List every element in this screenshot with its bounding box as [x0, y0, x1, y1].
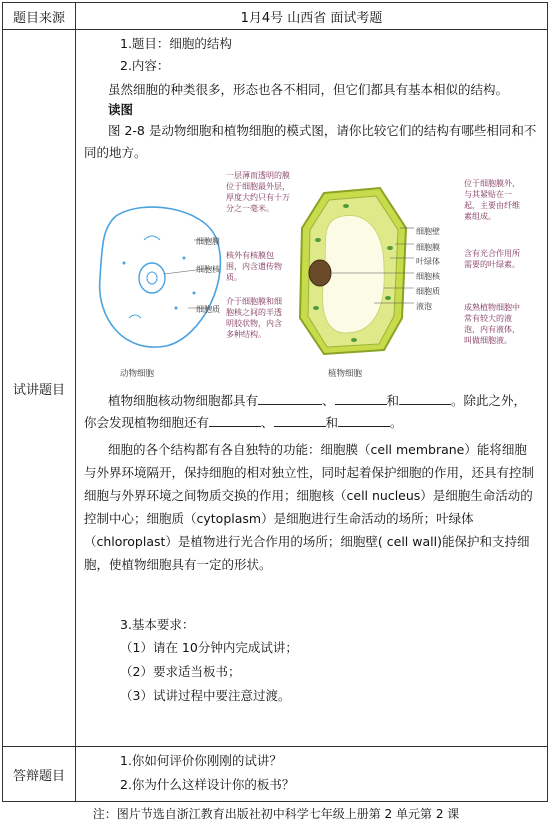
figure-intro-paragraph: 图 2-8 是动物细胞和植物细胞的模式图，请你比较它们的结构有哪些相同和不同的地方。 [84, 123, 537, 160]
fill-blank-line-2 [84, 412, 539, 434]
source-value: 1月4号 山西省 面试考题 [76, 3, 548, 30]
fill-blank-line-1 [84, 390, 539, 412]
defense-row [3, 747, 548, 802]
label-plant-chloroplast: 叶绿体 [416, 257, 440, 266]
requirements-title: 3.基本要求： [120, 617, 195, 632]
blank-2 [335, 390, 387, 405]
requirement-3: （3）试讲过程中要注意过渡。 [120, 688, 291, 703]
content-label: 2.内容： [120, 58, 170, 73]
note-chloroplast: 含有光合作用所需要的叶绿素。 [464, 249, 520, 269]
label-animal-cytoplasm: 细胞质 [196, 305, 220, 314]
requirement-1: （1）请在 10分钟内完成试讲； [120, 640, 298, 655]
blank-5 [274, 412, 326, 427]
defense-content [76, 747, 548, 802]
label-plant-membrane: 细胞膜 [416, 243, 440, 252]
fill-and-1: 和 [386, 393, 400, 408]
topic-line: 1.题目：细胞的结构 [120, 36, 232, 51]
label-plant-nucleus: 细胞核 [416, 272, 440, 281]
fill-sep-2: 、 [261, 415, 274, 430]
intro-paragraph: 虽然细胞的种类很多，形态也各不相同，但它们都具有基本相似的结构。 [108, 82, 509, 97]
exam-table [2, 2, 548, 802]
blank-1 [258, 390, 322, 405]
defense-question-1: 1.你如何评价你刚刚的试讲？ [120, 753, 282, 768]
blank-4 [209, 412, 261, 427]
blank-3 [399, 390, 451, 405]
label-animal-membrane: 细胞膜 [196, 237, 220, 246]
note-membrane: 一层薄而透明的膜位于细胞最外层，厚度大约只有十万分之一毫米。 [226, 171, 290, 213]
fill-and-2: 和 [325, 415, 339, 430]
note-wall: 位于细胞膜外，与其紧贴在一起，主要由纤维素组成。 [464, 179, 520, 221]
label-animal-nucleus: 细胞核 [196, 265, 220, 274]
requirement-2: （2）要求适当板书； [120, 664, 241, 679]
fill-sep-1: 、 [322, 393, 335, 408]
trial-row [3, 30, 548, 747]
fill-end-2: 。 [390, 415, 403, 430]
footnote: 注：图片节选自浙江教育出版社初中科学七年级上册第 2 单元第 2 课 [92, 807, 460, 821]
function-paragraph: 细胞的各个结构都有各自独特的功能：细胞膜（cell membrane）能将细胞与外界环境隔开，保持细胞的相对独立性，同时起着保护细胞的作用，还具有控制细胞与外界环境之间物质交换的作用；细胞核（cell nucleus）是细胞生命活动的控制中心；细胞质（cytoplasm）是细胞进行生命活动的场所；叶绿体（chloroplast）是植物进行光合作用的场所；细胞壁( cell wall)能保护和支持细胞，使植物细胞具有一定的形状。 [84, 442, 535, 572]
fill-text-2: 你会发现植物细胞还有 [84, 415, 210, 430]
plant-cell-caption: 植物细胞 [328, 369, 363, 379]
fill-text-1: 植物细胞核动物细胞都具有 [108, 393, 259, 408]
trial-content [76, 30, 548, 747]
blank-6 [338, 412, 390, 427]
note-vacuole: 成熟植物细胞中常有较大的液泡，内有液体，叫做细胞液。 [464, 303, 520, 345]
cell-diagram-figure [84, 168, 539, 388]
source-label: 题目来源 [3, 3, 76, 30]
label-plant-cytoplasm: 细胞质 [416, 287, 440, 296]
note-cytoplasm: 介于细胞膜和细胞核之间的半透明胶状物，内含多种结构。 [226, 297, 282, 339]
animal-cell-caption: 动物细胞 [120, 369, 155, 379]
reading-title: 读图 [108, 102, 134, 117]
defense-question-2: 2.你为什么这样设计你的板书？ [120, 777, 295, 792]
label-plant-wall: 细胞壁 [416, 227, 440, 236]
defense-label: 答辩题目 [3, 747, 76, 802]
fill-end-1: 。除此之外， [451, 393, 527, 408]
header-row [3, 3, 548, 30]
trial-label: 试讲题目 [3, 30, 76, 747]
note-nucleus: 核外有核膜包围，内含遗传物质。 [226, 251, 282, 282]
label-plant-vacuole: 液泡 [416, 302, 432, 311]
